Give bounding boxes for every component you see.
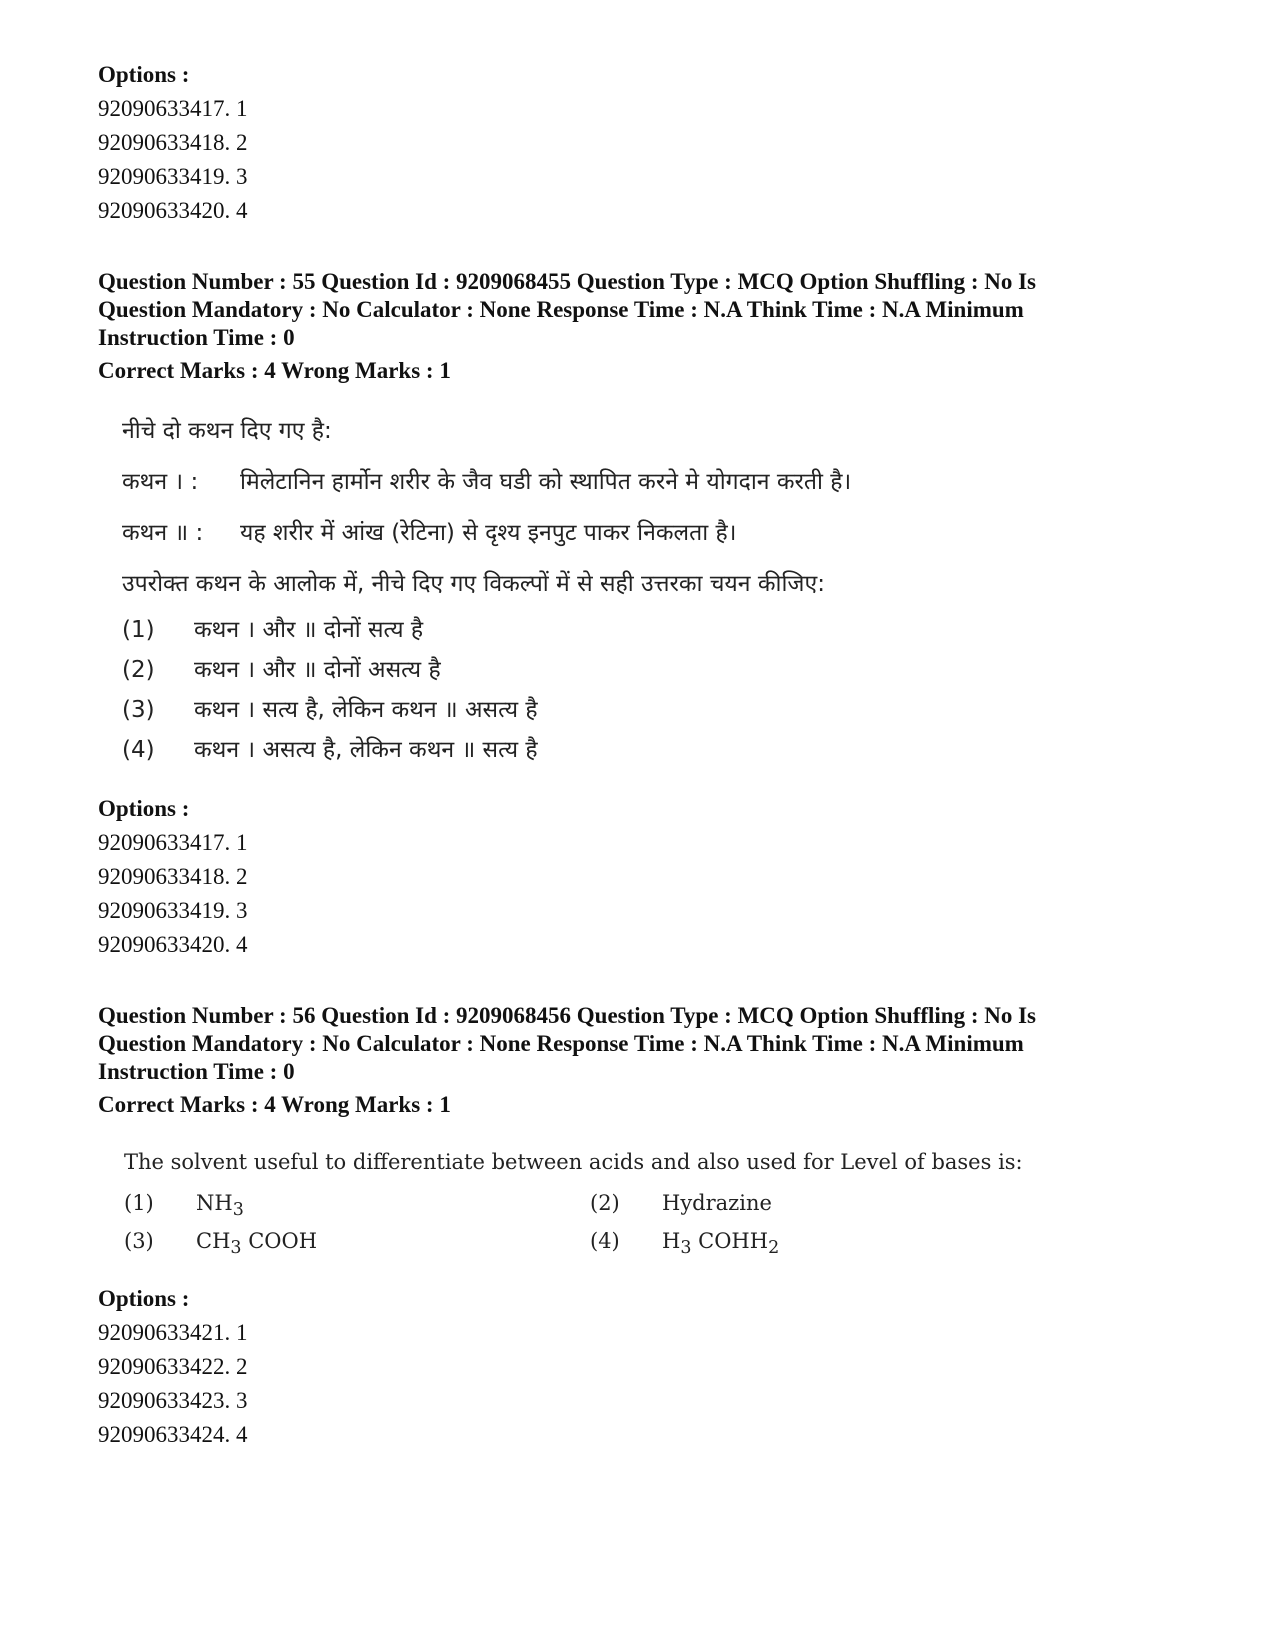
question-stem: The solvent useful to differentiate between acids and also used for Level of bases is:	[124, 1150, 1023, 1174]
choice-number: (1)	[122, 617, 155, 643]
option-line: 92090633419. 3	[98, 898, 248, 923]
statement-label: कथन ॥ :	[122, 520, 204, 546]
option-line: 92090633420. 4	[98, 198, 248, 223]
choice-item	[122, 730, 1178, 770]
document-page	[98, 58, 1178, 1452]
choice-text: कथन । असत्य है, लेकिन कथन ॥ सत्य है	[194, 737, 538, 763]
statement-1	[122, 457, 1178, 508]
choice-item	[122, 690, 1178, 730]
choice-number: (4)	[590, 1229, 620, 1253]
option-line: 92090633417. 1	[98, 830, 248, 855]
meta-line: Question Number : 56 Question Id : 9209068456 Question Type : MCQ Option Shuffling : No Is	[98, 1003, 1037, 1028]
option-line: 92090633422. 2	[98, 1354, 248, 1379]
options-label: Options :	[98, 796, 190, 821]
choice-number: (2)	[122, 657, 155, 683]
options-block-prev	[98, 58, 1178, 228]
choice-text: NH	[196, 1191, 233, 1215]
question-meta	[98, 268, 1178, 352]
question-body	[122, 406, 1178, 770]
options-block-q55	[98, 792, 1178, 962]
choice-row	[124, 1222, 1178, 1260]
meta-line: Question Mandatory : No Calculator : None Response Time : N.A Think Time : N.A Minimum	[98, 1031, 1024, 1056]
choice-item	[590, 1222, 779, 1267]
statement-text: यह शरीर में आंख (रेटिना) से दृश्य इनपुट पाकर निकलता है।	[240, 520, 737, 546]
option-line: 92090633418. 2	[98, 130, 248, 155]
question-body	[124, 1140, 1178, 1260]
meta-line: Instruction Time : 0	[98, 1059, 295, 1084]
choice-text: कथन । और ॥ दोनों असत्य है	[194, 657, 441, 683]
option-line: 92090633421. 1	[98, 1320, 248, 1345]
statement-label: कथन । :	[122, 469, 199, 495]
choice-number: (4)	[122, 737, 155, 763]
question-intro: नीचे दो कथन दिए गए है:	[122, 418, 332, 444]
question-meta	[98, 1002, 1178, 1086]
choice-number: (3)	[122, 697, 155, 723]
choice-text: H	[662, 1229, 681, 1253]
meta-line: Instruction Time : 0	[98, 325, 295, 350]
choice-row	[124, 1184, 1178, 1222]
choice-text-rest: COHH	[691, 1229, 769, 1253]
choice-subscript: 2	[768, 1238, 780, 1259]
choice-text: कथन । सत्य है, लेकिन कथन ॥ असत्य है	[194, 697, 538, 723]
meta-line: Question Mandatory : No Calculator : None Response Time : N.A Think Time : N.A Minimum	[98, 297, 1024, 322]
statement-text: मिलेटानिन हार्मोन शरीर के जैव घडी को स्थापित करने मे योगदान करती है।	[240, 469, 852, 495]
choice-subscript: 3	[680, 1238, 692, 1259]
question-55	[98, 268, 1178, 962]
options-label: Options :	[98, 62, 190, 87]
option-line: 92090633418. 2	[98, 864, 248, 889]
marks-line: Correct Marks : 4 Wrong Marks : 1	[98, 1092, 451, 1117]
choice-number: (2)	[590, 1191, 620, 1215]
choice-number: (1)	[124, 1191, 154, 1215]
option-line: 92090633419. 3	[98, 164, 248, 189]
choice-text: CH	[196, 1229, 231, 1253]
option-line: 92090633423. 3	[98, 1388, 248, 1413]
options-label: Options :	[98, 1286, 190, 1311]
choice-number: (3)	[124, 1229, 154, 1253]
option-line: 92090633424. 4	[98, 1422, 248, 1447]
choice-item	[124, 1222, 317, 1267]
option-line: 92090633420. 4	[98, 932, 248, 957]
marks-line: Correct Marks : 4 Wrong Marks : 1	[98, 358, 451, 383]
question-56	[98, 1002, 1178, 1452]
choice-item	[122, 610, 1178, 650]
option-line: 92090633417. 1	[98, 96, 248, 121]
choice-item	[590, 1184, 772, 1222]
meta-line: Question Number : 55 Question Id : 9209068455 Question Type : MCQ Option Shuffling : No Is	[98, 269, 1037, 294]
choice-text: कथन । और ॥ दोनों सत्य है	[194, 617, 424, 643]
choice-subscript: 3	[232, 1200, 244, 1221]
choice-text-rest: COOH	[241, 1229, 318, 1253]
statement-2	[122, 508, 1178, 559]
options-block-q56	[98, 1282, 1178, 1452]
choice-text: Hydrazine	[662, 1191, 772, 1215]
question-instruction: उपरोक्त कथन के आलोक में, नीचे दिए गए विकल्पों में से सही उत्तरका चयन कीजिए:	[122, 571, 825, 597]
choice-subscript: 3	[230, 1238, 242, 1259]
choice-item	[122, 650, 1178, 690]
